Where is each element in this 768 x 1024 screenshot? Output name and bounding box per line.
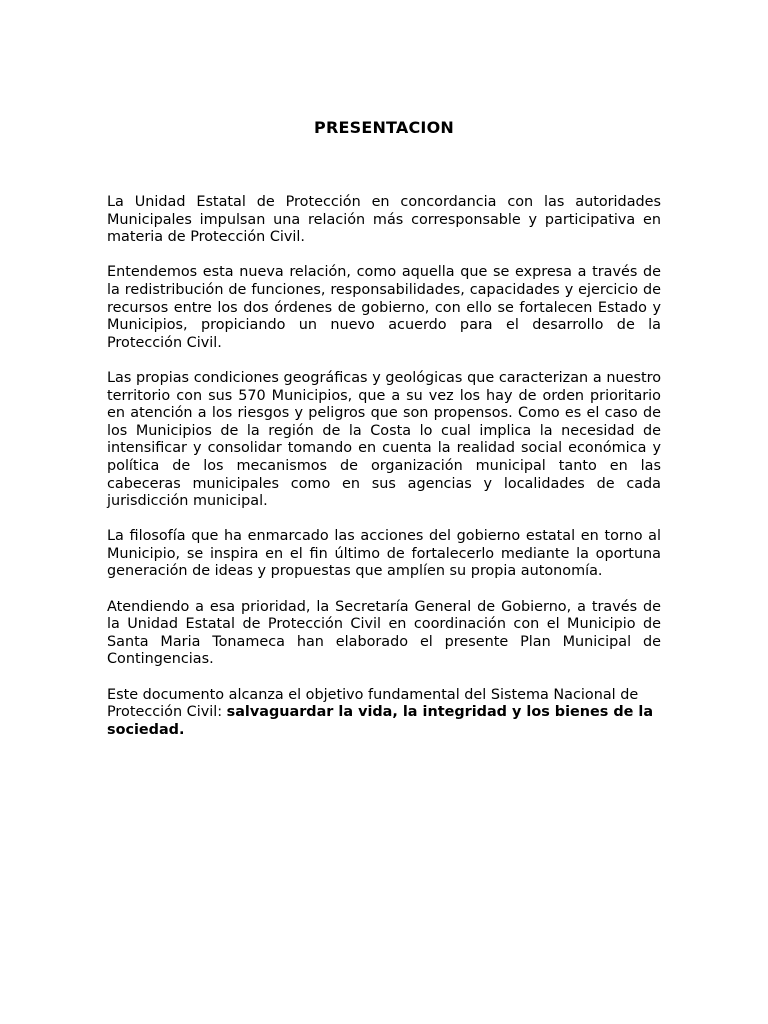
closing-paragraph xyxy=(107,687,661,740)
paragraph-3: Las propias condiciones geográficas y geológicas que caracterizan a nuestro territorio con sus 570 Municipios, que a su vez los hay de orden prioritario en atención a los riesgos y peligros que son propensos. Como es el caso de los Municipios de la región de la Costa lo cual implica la necesidad de intensificar y consolidar tomando en cuenta la realidad social económica y política de los mecanismos de organización municipal tanto en las cabeceras municipales como en sus agencias y localidades de cada jurisdicción municipal. xyxy=(107,369,661,510)
paragraph-1: La Unidad Estatal de Protección en concordancia con las autoridades Municipales impulsan una relación más corresponsable y participativa en materia de Protección Civil. xyxy=(107,194,661,246)
paragraph-4: La filosofía que ha enmarcado las acciones del gobierno estatal en torno al Municipio, se inspira en el fin último de fortalecerlo mediante la oportuna generación de ideas y propuestas que amplíen su propia autonomía. xyxy=(107,528,661,580)
paragraph-2: Entendemos esta nueva relación, como aquella que se expresa a través de la redistribución de funciones, responsabilidades, capacidades y ejercicio de recursos entre los dos órdenes de gobierno, con ello se fortalecen Estado y Municipios, propiciando un nuevo acuerdo para el desarrollo de la Protección Civil. xyxy=(107,264,661,351)
paragraph-5: Atendiendo a esa prioridad, la Secretaría General de Gobierno, a través de la Unidad Estatal de Protección Civil en coordinación con el Municipio de Santa Maria Tonameca han elaborado el presente Plan Municipal de Contingencias. xyxy=(107,598,661,668)
closing-lead-text: Este documento alcanza el objetivo fundamental del Sistema Nacional de Protección Civil: xyxy=(107,686,639,721)
page-title: PRESENTACION xyxy=(314,118,454,137)
document-body xyxy=(107,194,661,757)
closing-emphasis-text: salvaguardar la vida, la integridad y los bienes de la sociedad. xyxy=(107,704,654,738)
